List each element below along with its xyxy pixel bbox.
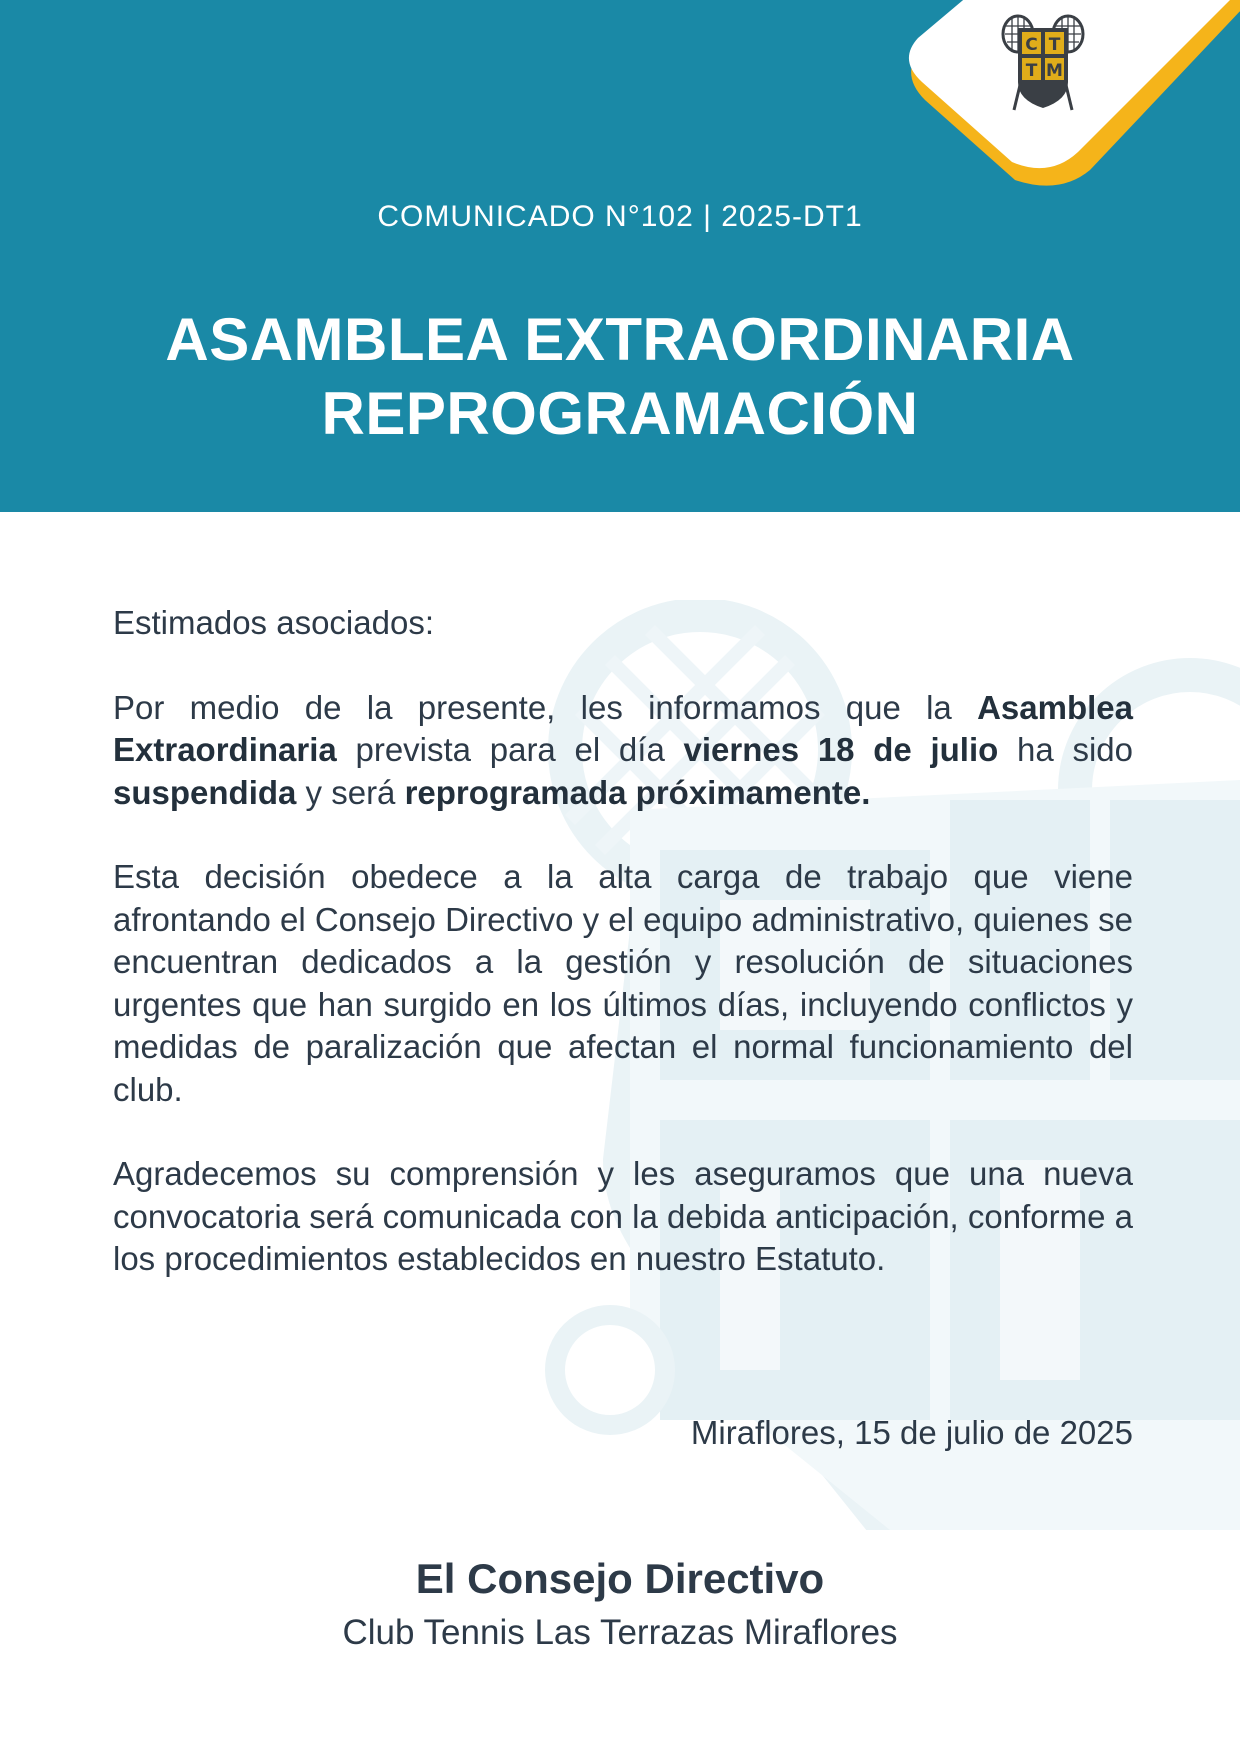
- page-title: [0, 303, 1240, 451]
- letter-body: [113, 602, 1133, 1323]
- title-line-2: REPROGRAMACIÓN: [321, 380, 919, 447]
- title-line-1: ASAMBLEA EXTRAORDINARIA: [165, 306, 1075, 373]
- p1-text-1: Por medio de la presente, les informamos que la: [113, 688, 978, 726]
- p1-text-4: y será: [296, 773, 405, 811]
- letter-date: Miraflores, 15 de julio de 2025: [690, 1414, 1133, 1451]
- p1-bold-rescheduled: reprogramada próximamente.: [404, 773, 871, 811]
- header-banner: [0, 0, 1240, 512]
- crest-letter-3: T: [1025, 61, 1038, 81]
- comunicado-number: COMUNICADO N°102 | 2025-DT1: [377, 200, 863, 233]
- paragraph-1: [113, 687, 1133, 815]
- club-crest-icon: [1000, 12, 1086, 116]
- p1-bold-suspended: suspendida: [113, 773, 297, 811]
- paragraph-2: Esta decisión obedece a la alta carga de trabajo que viene afrontando el Consejo Directivo y el equipo administrativo, quienes se encuentran dedicados a la gestión y resolución de situaciones urgentes que han surgido en los últimos días, incluyendo conflictos y medidas de paralización que afectan el normal funcionamiento del club.: [113, 858, 1133, 1108]
- paragraph-3: Agradecemos su comprensión y les aseguramos que una nueva convocatoria será comunicada con la debida anticipación, conforme a los procedimientos establecidos en nuestro Estatuto.: [113, 1155, 1133, 1277]
- crest-letter-4: M: [1046, 61, 1063, 81]
- p1-text-3: ha sido: [998, 731, 1133, 768]
- p1-bold-date: viernes 18 de julio: [683, 731, 999, 768]
- crest-letter-2: T: [1048, 35, 1061, 55]
- p1-bold-assembly: Asamblea Extraordinaria: [113, 688, 1133, 768]
- greeting: Estimados asociados:: [113, 604, 434, 641]
- p1-text-2: prevista para el día: [336, 731, 684, 768]
- signature: El Consejo Directivo: [415, 1555, 825, 1602]
- crest-letter-1: C: [1025, 35, 1038, 55]
- club-name: Club Tennis Las Terrazas Miraflores: [342, 1613, 898, 1652]
